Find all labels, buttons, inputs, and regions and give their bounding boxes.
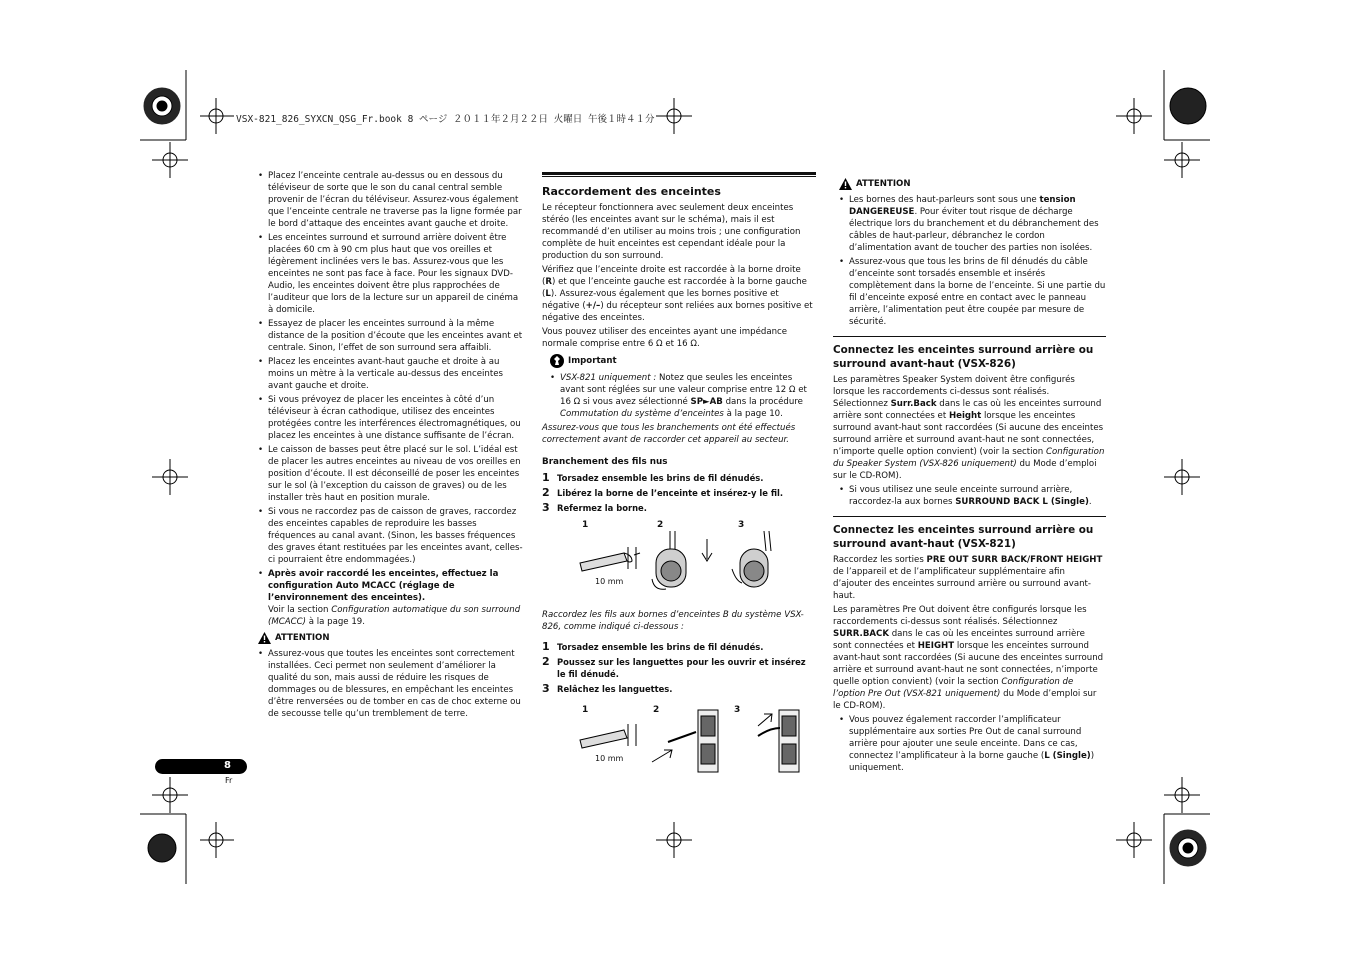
- important-label: Important: [568, 356, 617, 366]
- paragraph: Les paramètres Pre Out doivent être configurés lorsque les raccordements ci-dessus sont réalisés. Sélectionnez SURR.BACK dans le cas où les enceintes surround arrière sont connectées et HEIGHT lorsque les enceintes surround avant-haut sont raccordées (Si aucune des enceintes surround arrière et surround avant-haut ne sont connectées, n’importe quelle option convient) (voir la section Configuration de l’option Pre Out (VSX-821 uniquement) du Mode d’emploi sur le CD-ROM).: [833, 605, 1104, 711]
- subsection-title: Branchement des fils nus: [542, 457, 668, 467]
- important-icon: [550, 354, 564, 368]
- step: 3 Refermez la borne.: [542, 501, 647, 514]
- list-item-mcacc: [258, 568, 524, 628]
- figure-label: 2: [653, 705, 660, 715]
- attention-heading: [258, 632, 524, 644]
- list-item: • Si vous ne raccordez pas de caisson de graves, raccordez des enceintes capables de reproduire les basses fréquences au canal avant. (Sinon, les basses fréquences des graves étant restituées par les enceintes avant, celles-ci pourraient être endommagées.): [258, 506, 524, 566]
- paragraph: Les paramètres Speaker System doivent être configurés lorsque les raccordements ci-dessus sont réalisés. Sélectionnez Surr.Back dans le cas où les enceintes surround arrière sont connectées et Height lorsque les enceintes surround avant-haut sont raccordées (Si aucune des enceintes surround arrière et surround avant-haut ne sont connectées, n’importe quelle option convient) (voir la section Configuration du Speaker System (VSX-826 uniquement) du Mode d’emploi sur le CD-ROM).: [833, 375, 1105, 481]
- list-item: • Le caisson de basses peut être placé sur le sol. L’idéal est de placer les autres enceintes au niveau de vos oreilles en position d’écoute. Il est déconseillé de poser les enceintes sur le sol (à l’exception du caisson de graves) ou de les installer très haut en position murale.: [258, 444, 524, 504]
- starburst-mark-tr: [1170, 88, 1206, 124]
- figure-caption: Raccordez les fils aux bornes d’enceintes B du système VSX-826, comme indiqué ci-dessous :: [542, 610, 804, 632]
- mcacc-reference: Configuration automatique du son surround (MCACC): [268, 605, 521, 627]
- page-number-badge: [155, 759, 247, 774]
- list-item: • Assurez-vous que toutes les enceintes sont correctement installées. Ceci permet non seulement d’améliorer la qualité du son, mais aussi de réduire les risques de dommages ou de blessures, en empêchant les enceintes d’être renversées ou de tomber en cas de choc externe ou de secousse telle qu’un tremblement de terre.: [258, 648, 524, 720]
- step: 2 Poussez sur les languettes pour les ouvrir et insérez le fil dénudé.: [542, 655, 806, 679]
- page-number: 8: [224, 760, 231, 771]
- figure-label: 3: [738, 520, 745, 530]
- attention-label: ATTENTION: [856, 179, 911, 189]
- list-item: • Les bornes des haut-parleurs sont sous une tension DANGEREUSE. Pour éviter tout risque de décharge électrique lors du branchement et du débranchement des câbles de haut-parleur, débranchez le cordon d’alimentation avant de toucher des parties non isolées.: [839, 194, 1106, 254]
- left-column: [258, 170, 524, 722]
- section-divider: [833, 336, 1106, 337]
- list-item: • Les enceintes surround et surround arrière doivent être placées 60 cm à 90 cm plus haut que vos oreilles et légèrement inclinées vers le bas. Assurez-vous que les enceintes ne sont pas face à face. Pour les signaux DVD-Audio, les enceintes doivent être plus rapprochées de l’auditeur que lors de la lecture sur un appareil de cinéma à domicile.: [258, 232, 524, 316]
- list-item: • Vous pouvez également raccorder l’amplificateur supplémentaire aux sorties Pre Out de canal surround arrière pour ajouter une seule enceinte. Dans ce cas, connectez l’amplificateur à la borne gauche (L (Single)) uniquement.: [839, 714, 1106, 774]
- figure-label: 2: [657, 520, 664, 530]
- text: à la page 19.: [306, 617, 365, 627]
- list-item-important: • VSX-821 uniquement : Notez que seules les enceintes avant sont réglées sur une valeur comprise entre 12 Ω et 16 Ω si vous avez sélectionné SP►AB dans la procédure Commutation du système d’enceintes à la page 10.: [550, 372, 816, 420]
- wire-terminal-figure: [542, 517, 816, 595]
- warning-icon: [839, 178, 852, 190]
- paragraph: Raccordez les sorties PRE OUT SURR BACK/FRONT HEIGHT de l’appareil et de l’amplificateur supplémentaire afin d’ajouter des enceintes surround arrière ou surround avant-haut.: [833, 555, 1103, 601]
- paragraph: Vous pouvez utiliser des enceintes ayant une impédance normale comprise entre 6 Ω et 16 Ω.: [542, 327, 788, 349]
- middle-column: [542, 172, 816, 776]
- warning-icon: [258, 632, 271, 644]
- attention-label: ATTENTION: [275, 633, 330, 643]
- figure-label: 1: [582, 705, 589, 715]
- dimension-label: 10 mm: [595, 754, 624, 763]
- paragraph-polarity: Vérifiez que l’enceinte droite est raccordée à la borne droite (R) et que l’enceinte gauche est raccordée à la borne gauche (L). Assurez-vous également que les bornes positive et négative (+/–) du récepteur sont reliées aux bornes positive et négative des enceintes.: [542, 265, 813, 323]
- list-item: • Assurez-vous que tous les brins de fil dénudés du câble d’enceinte sont torsadés ensemble et insérés complètement dans la borne de l’enceinte. Si une partie du fil d’enceinte exposé entre en contact avec le panneau arrière, l’alimentation peut être coupée par mesure de sécurité.: [839, 256, 1106, 328]
- spring-terminal-illustration: [572, 706, 812, 776]
- list-item: • Essayez de placer les enceintes surround à la même distance de la position d’écoute que les enceintes avant et centrale. Sinon, l’effet de son surround sera affaibli.: [258, 318, 524, 354]
- language-code: Fr: [225, 776, 233, 785]
- list-item: • Placez les enceintes avant-haut gauche et droite à au moins un mètre à la verticale au-dessus des enceintes avant gauche et droite.: [258, 356, 524, 392]
- spring-terminal-figure: [542, 698, 816, 776]
- step: 1 Torsadez ensemble les brins de fil dénudés.: [542, 640, 764, 653]
- section-title: Raccordement des enceintes: [542, 185, 721, 198]
- note: Assurez-vous que tous les branchements ont été effectués correctement avant de raccorder cet appareil au secteur.: [542, 423, 796, 445]
- starburst-mark-bl: [148, 834, 176, 862]
- section-divider: [833, 516, 1106, 517]
- attention-heading: [839, 178, 1106, 190]
- section-title-vsx821: Connectez les enceintes surround arrière ou surround avant-haut (VSX-821): [833, 524, 1094, 550]
- right-column: [833, 174, 1106, 776]
- step: 2 Libérez la borne de l’enceinte et insérez-y le fil.: [542, 486, 784, 499]
- list-item: • Si vous utilisez une seule enceinte surround arrière, raccordez-la aux bornes SURROUND BACK L (Single).: [839, 484, 1106, 508]
- dimension-label: 10 mm: [595, 577, 624, 586]
- step: 3 Relâchez les languettes.: [542, 682, 673, 695]
- paragraph: Le récepteur fonctionnera avec seulement deux enceintes stéréo (les enceintes avant sur le schéma), mais il est recommandé d’en utiliser au moins trois ; une configuration complète de huit enceintes est cependant idéale pour la production du son surround.: [542, 203, 801, 261]
- important-heading: [550, 354, 816, 368]
- starburst-mark-br: [1170, 830, 1206, 866]
- section-divider: [542, 172, 816, 177]
- figure-label: 1: [582, 520, 589, 530]
- starburst-mark-tl: [144, 88, 180, 124]
- list-item: • Si vous prévoyez de placer les enceintes à côté d’un téléviseur à écran cathodique, utilisez des enceintes protégées contre les interférences électromagnétiques, ou placez les enceintes à une distance suffisante de l’écran.: [258, 394, 524, 442]
- step: 1 Torsadez ensemble les brins de fil dénudés.: [542, 471, 764, 484]
- figure-label: 3: [734, 705, 741, 715]
- section-title-vsx826: Connectez les enceintes surround arrière ou surround avant-haut (VSX-826): [833, 344, 1094, 370]
- text: Voir la section: [268, 605, 332, 615]
- book-header-line: VSX-821_826_SYXCN_QSG_Fr.book 8 ページ ２０１１年２月２２日 火曜日 午後１時４１分: [236, 114, 655, 125]
- mcacc-instruction: Après avoir raccordé les enceintes, effectuez la configuration Auto MCACC (réglage de l’environnement des enceintes).: [268, 569, 499, 603]
- list-item: • Placez l’enceinte centrale au-dessus ou en dessous du téléviseur de sorte que le son du canal central semble provenir de l’écran du téléviseur. Assurez-vous également que l’enceinte centrale ne traverse pas la ligne formée par le bord d’attaque des enceintes avant gauche et droite.: [258, 170, 524, 230]
